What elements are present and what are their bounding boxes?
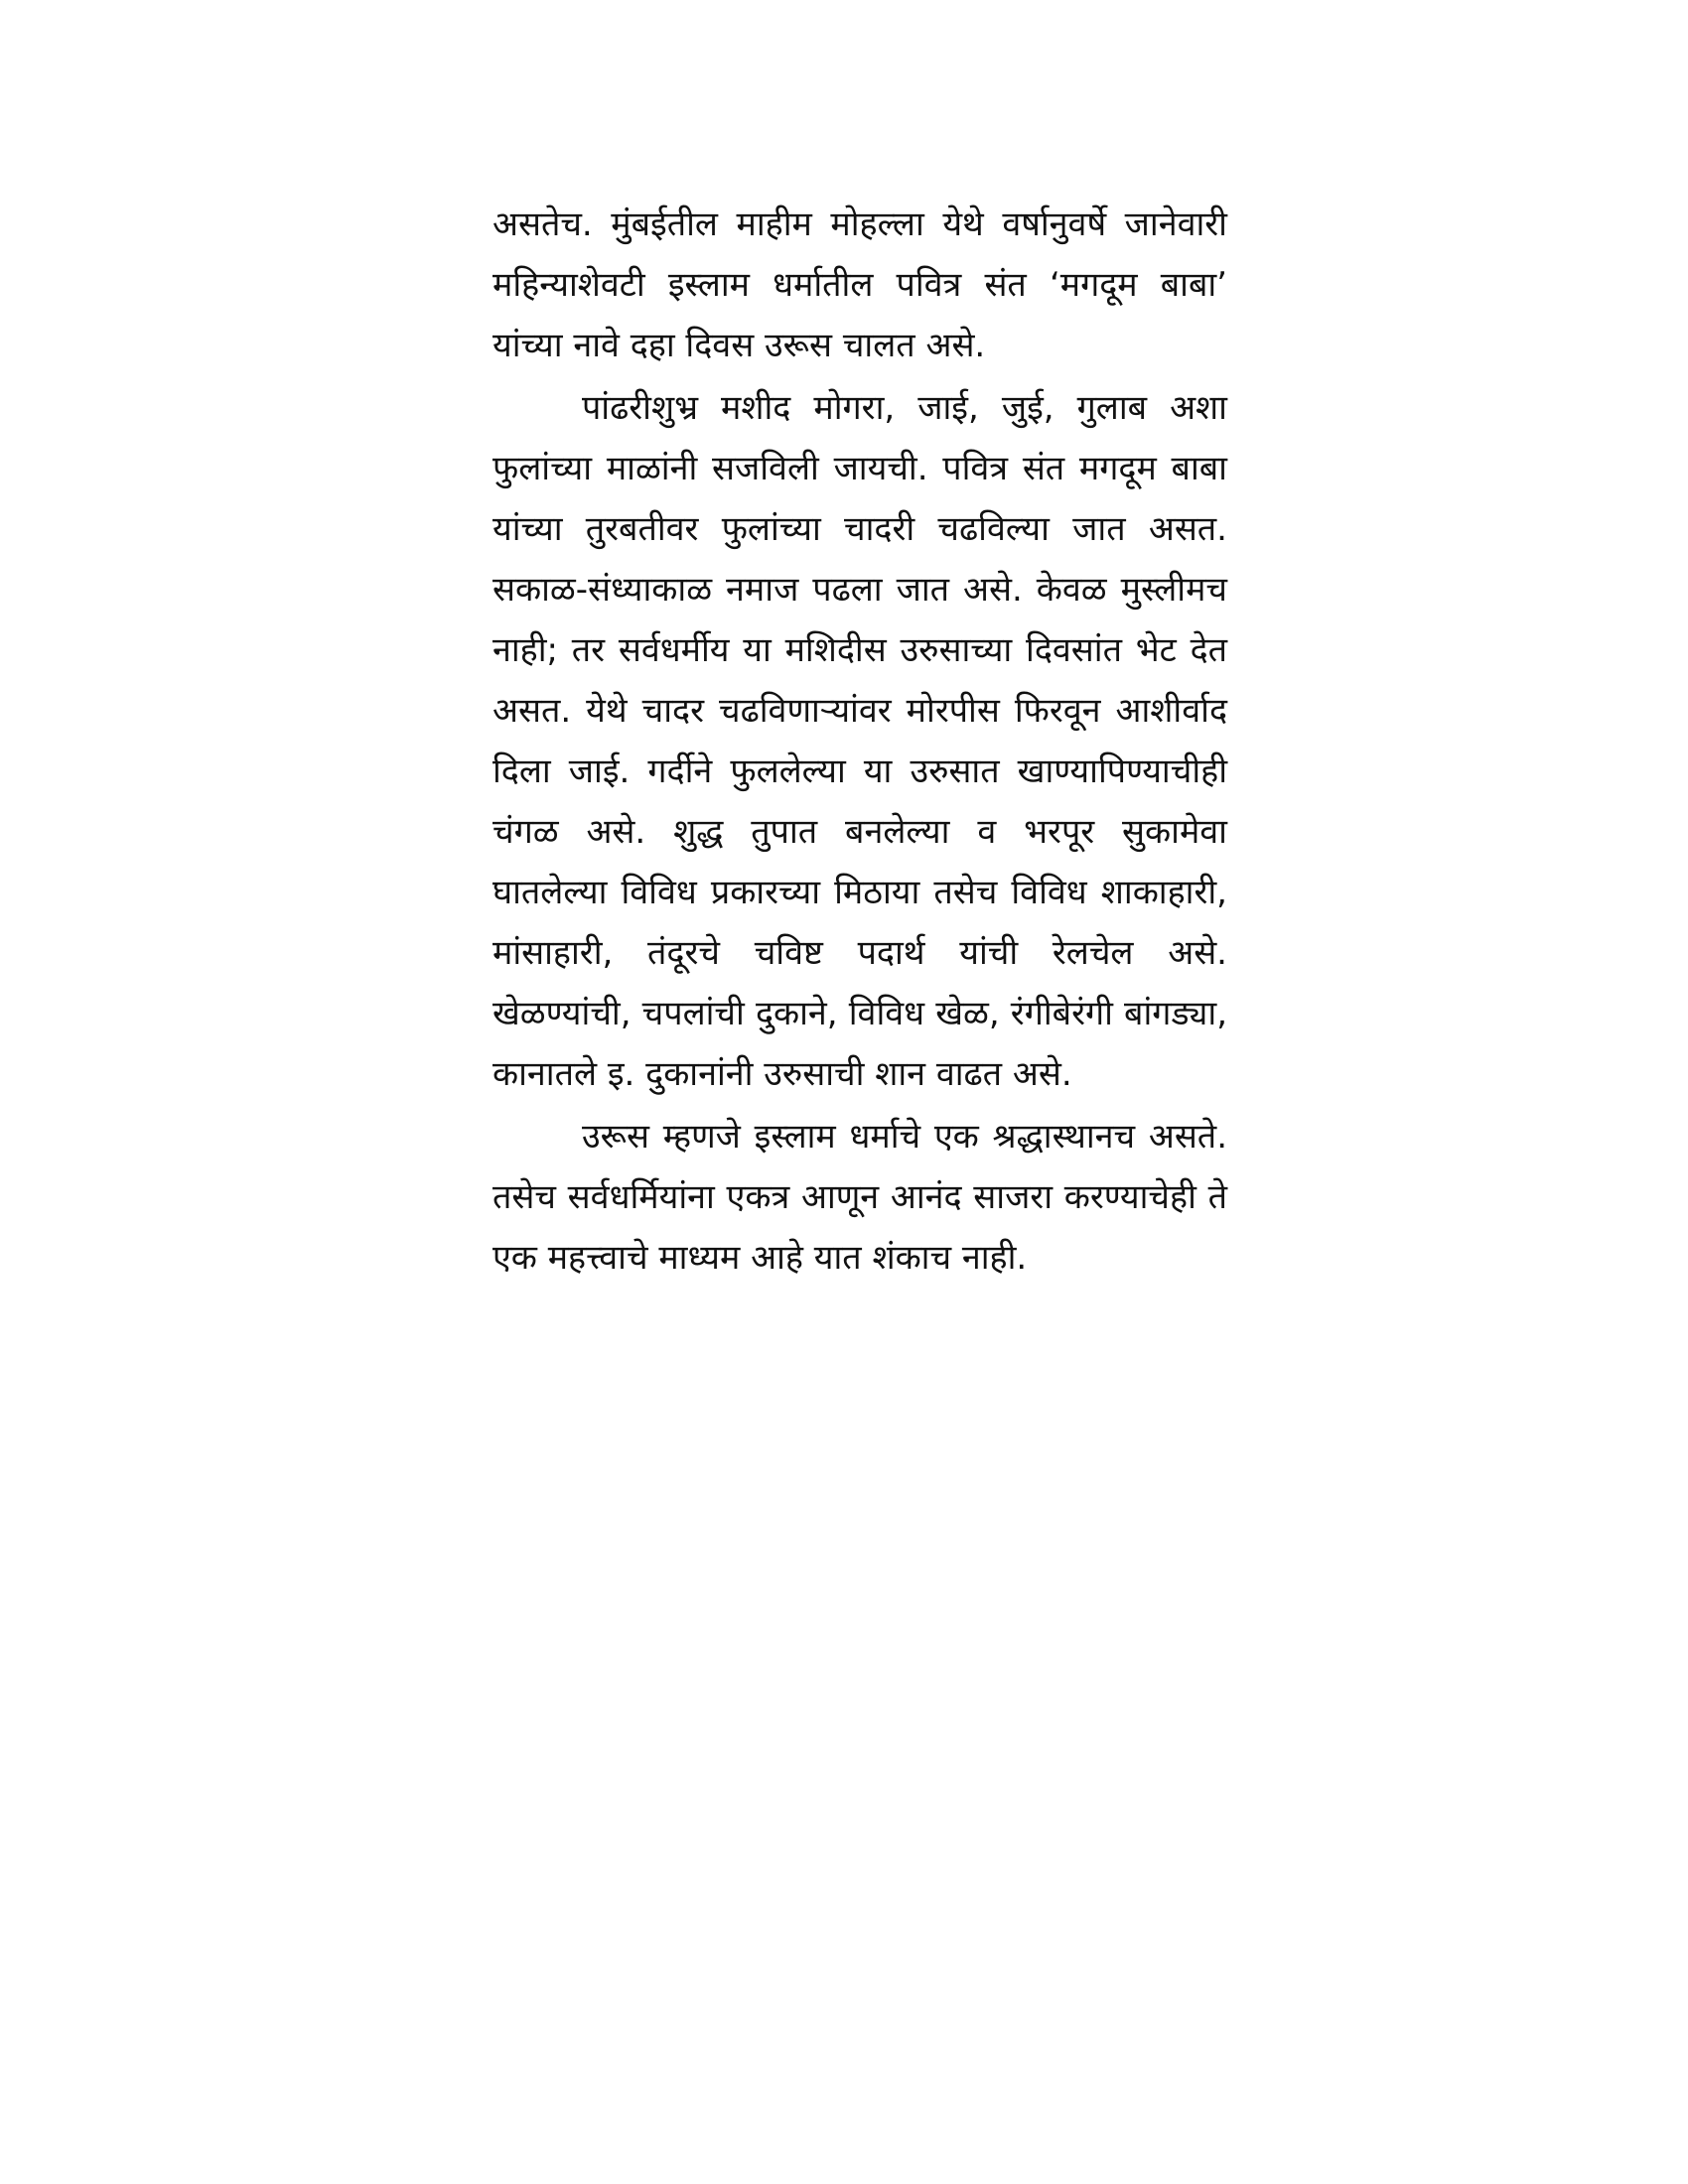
paragraph-3: उरूस म्हणजे इस्लाम धर्माचे एक श्रद्धास्थानच असते. तसेच सर्वधर्मियांना एकत्र आणून आनंद साजरा करण्याचेही ते एक महत्त्वाचे माध्यम आहे यात शंकाच नाही. bbox=[492, 1117, 1227, 1278]
paragraph-2: पांढरीशुभ्र मशीद मोगरा, जाई, जुई, गुलाब अशा फुलांच्या माळांनी सजविली जायची. पवित्र संत मगदूम बाबा यांच्या तुरबतीवर फुलांच्या चादरी चढविल्या जात असत. सकाळ-संध्याकाळ नमाज पढला जात असे. केवळ मुस्लीमच नाही; तर सर्वधर्मीय या मशिदीस उरुसाच्या दिवसांत भेट देत असत. येथे चादर चढविणाऱ्यांवर मोरपीस फिरवून आशीर्वाद दिला जाई. गर्दीने फुललेल्या या उरुसात खाण्यापिण्याचीही चंगळ असे. शुद्ध तुपात बनलेल्या व भरपूर सुकामेवा घातलेल्या विविध प्रकारच्या मिठाया तसेच विविध शाकाहारी, मांसाहारी, तंदूरचे चविष्ट पदार्थ यांची रेलचेल असे. खेळण्यांची, चपलांची दुकाने, विविध खेळ, रंगीबेरंगी बांगड्या, कानातले इ. दुकानांनी उरुसाची शान वाढत असे. bbox=[492, 388, 1227, 1094]
body-text bbox=[492, 195, 1227, 1289]
paragraph-1: असतेच. मुंबईतील माहीम मोहल्ला येथे वर्षानुवर्षे जानेवारी महिन्याशेवटी इस्लाम धर्मातील पवित्र संत ‘मगदूम बाबा’ यांच्या नावे दहा दिवस उरूस चालत असे. bbox=[492, 205, 1227, 365]
